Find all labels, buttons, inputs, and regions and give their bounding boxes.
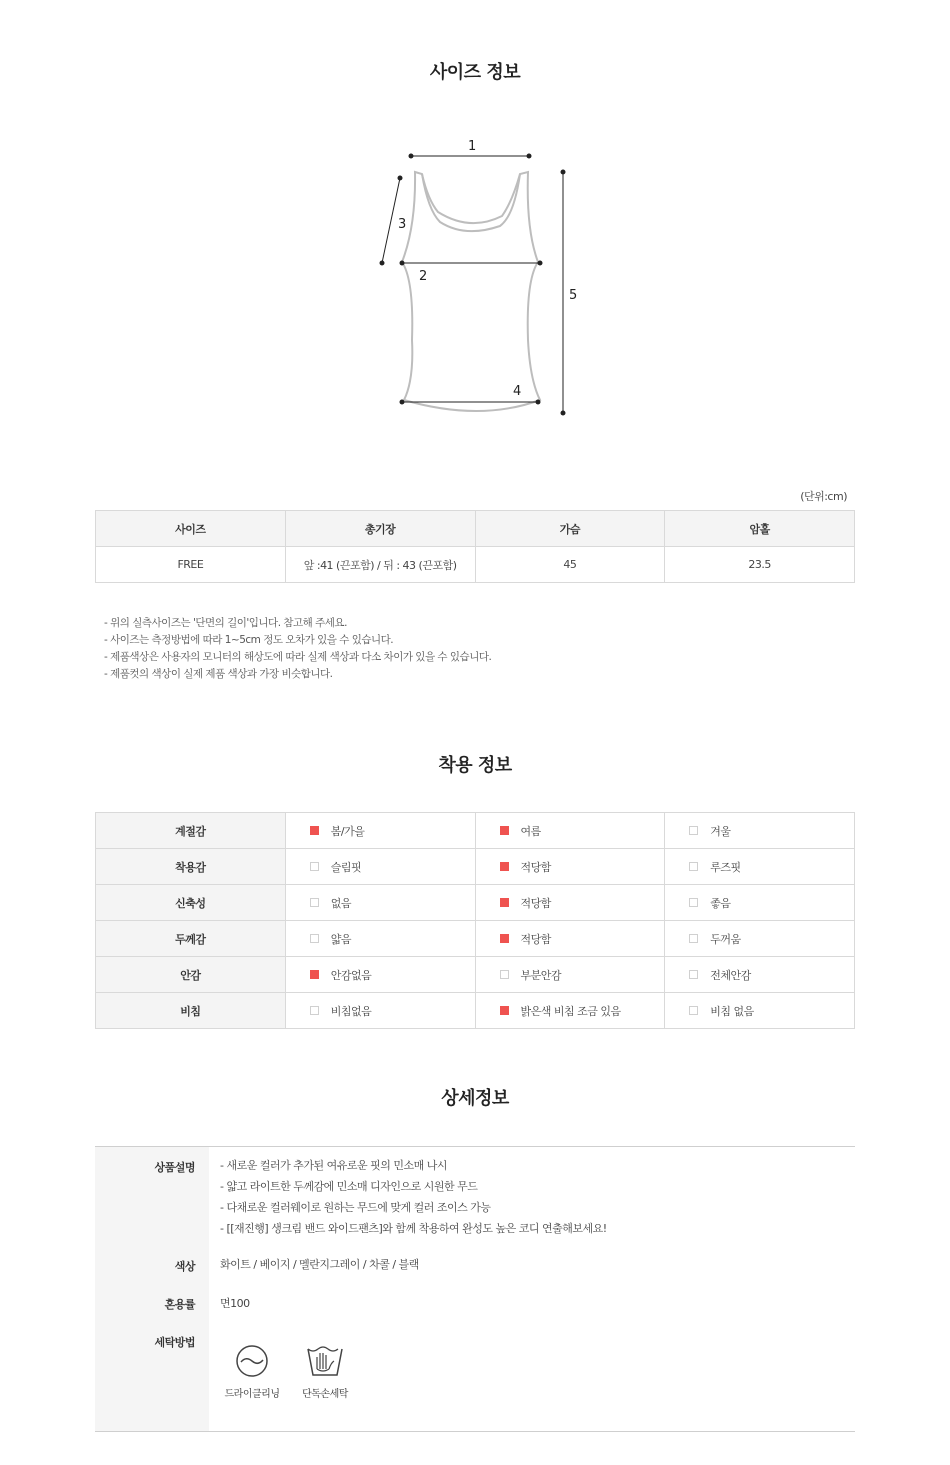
fit-row-label: 계절감: [96, 813, 286, 849]
diagram-label-2: 2: [419, 269, 428, 284]
unchecked-box-icon: [689, 934, 698, 943]
checked-box-icon: [500, 934, 509, 943]
fit-option-label: 여름: [520, 824, 541, 838]
wash-item-dry-clean: [217, 1343, 287, 1400]
fit-option: [285, 957, 475, 993]
unchecked-box-icon: [689, 970, 698, 979]
fit-row-label: 두께감: [96, 921, 286, 957]
size-header-armhole: 암홀: [665, 511, 855, 547]
unchecked-box-icon: [310, 1006, 319, 1015]
unit-note: (단위:cm): [800, 490, 847, 503]
dry-clean-icon: [234, 1343, 270, 1379]
unchecked-box-icon: [310, 898, 319, 907]
size-note: - 위의 실측사이즈는 '단면의 길이'입니다. 참고해 주세요.: [104, 617, 347, 629]
size-note: - 제품색상은 사용자의 모니터의 해상도에 따라 실제 색상과 다소 차이가 있을 수 있습니다.: [104, 651, 492, 663]
unchecked-box-icon: [689, 898, 698, 907]
detail-label-column: [95, 1147, 209, 1431]
fit-option-label: 겨울: [710, 824, 731, 838]
fit-row: [96, 885, 855, 921]
fit-row: [96, 849, 855, 885]
fit-row: [96, 813, 855, 849]
fit-row: [96, 993, 855, 1029]
unchecked-box-icon: [310, 862, 319, 871]
fit-info-title: 착용 정보: [438, 755, 512, 776]
fit-row-label: 안감: [96, 957, 286, 993]
description-line: - 얇고 라이트한 두께감에 민소매 디자인으로 시원한 무드: [220, 1180, 478, 1193]
description-line: - 새로운 컬러가 추가된 여유로운 핏의 민소매 나시: [220, 1159, 447, 1172]
size-header-length: 총기장: [285, 511, 475, 547]
fit-option: [475, 921, 665, 957]
fit-option: [285, 921, 475, 957]
fit-option-label: 두꺼움: [710, 932, 741, 946]
color-label: 색상: [174, 1260, 195, 1273]
size-cell-size: FREE: [96, 547, 286, 583]
wash-item-label: 단독손세탁: [302, 1389, 348, 1400]
size-note: - 사이즈는 측정방법에 따라 1~5cm 정도 오차가 있을 수 있습니다.: [104, 634, 394, 646]
fit-row: [96, 957, 855, 993]
checked-box-icon: [500, 1006, 509, 1015]
material-value: 면100: [220, 1297, 250, 1310]
fit-row: [96, 921, 855, 957]
fit-option-label: 슬림핏: [330, 860, 362, 874]
description-line: - [[재진행] 생크림 밴드 와이드팬츠]와 함께 착용하여 완성도 높은 코디 연출해보세요!: [220, 1222, 607, 1235]
fit-option-label: 적당함: [520, 932, 551, 946]
checked-box-icon: [500, 898, 509, 907]
fit-option-label: 얇음: [330, 932, 352, 946]
description-line: - 다채로운 컬러웨이로 원하는 무드에 맞게 컬러 조이스 가능: [220, 1201, 491, 1214]
unchecked-box-icon: [689, 862, 698, 871]
fit-option-label: 전체안감: [710, 968, 751, 982]
wash-label: 세탁방법: [154, 1336, 195, 1349]
fit-option-label: 비침 없음: [710, 1004, 754, 1018]
size-header-chest: 가슴: [475, 511, 665, 547]
unchecked-box-icon: [310, 934, 319, 943]
fit-option: [285, 813, 475, 849]
detail-table: [95, 1146, 855, 1432]
wash-item-label: 드라이클리닝: [224, 1389, 280, 1400]
fit-option-label: 밝은색 비침 조금 있음: [520, 1004, 621, 1018]
fit-option-label: 부분안감: [520, 968, 562, 982]
fit-option-label: 없음: [330, 896, 352, 910]
fit-option: [475, 957, 665, 993]
size-note: - 제품컷의 색상이 실제 제품 색상과 가장 비슷합니다.: [104, 668, 333, 680]
checked-box-icon: [310, 826, 319, 835]
checked-box-icon: [310, 970, 319, 979]
size-cell-chest: 45: [475, 547, 665, 583]
fit-option-label: 봄/가을: [330, 824, 365, 838]
size-table: [95, 510, 855, 583]
fit-option: [665, 957, 855, 993]
wash-item-hand-wash: [290, 1343, 360, 1400]
diagram-label-5: 5: [569, 288, 578, 303]
diagram-label-4: 4: [513, 384, 522, 399]
fit-option-label: 좋음: [710, 896, 731, 910]
fit-row-label: 비침: [96, 993, 286, 1029]
fit-option-label: 안감없음: [330, 968, 372, 982]
fit-option: [665, 885, 855, 921]
fit-option: [285, 993, 475, 1029]
unchecked-box-icon: [689, 826, 698, 835]
size-header-size: 사이즈: [96, 511, 286, 547]
fit-option: [665, 993, 855, 1029]
description-text: [220, 1155, 607, 1239]
fit-row-label: 신축성: [96, 885, 286, 921]
fit-table: [95, 812, 855, 1029]
unchecked-box-icon: [689, 1006, 698, 1015]
size-notes: [104, 615, 491, 683]
fit-option: [475, 993, 665, 1029]
unchecked-box-icon: [500, 970, 509, 979]
diagram-label-3: 3: [398, 217, 407, 232]
fit-option: [665, 921, 855, 957]
fit-option: [285, 849, 475, 885]
fit-option: [665, 849, 855, 885]
diagram-label-1: 1: [468, 139, 477, 154]
color-value: 화이트 / 베이지 / 멜란지그레이 / 차콜 / 블랙: [220, 1258, 419, 1271]
fit-row-label: 착용감: [96, 849, 286, 885]
garment-measurement-diagram: [370, 130, 590, 430]
fit-option: [285, 885, 475, 921]
checked-box-icon: [500, 862, 509, 871]
description-label: 상품설명: [154, 1161, 195, 1174]
fit-option: [665, 813, 855, 849]
size-cell-armhole: 23.5: [665, 547, 855, 583]
size-info-title: 사이즈 정보: [429, 62, 521, 83]
fit-option: [475, 849, 665, 885]
fit-option-label: 적당함: [520, 896, 551, 910]
material-label: 혼용률: [164, 1298, 195, 1311]
table-row: [96, 547, 855, 583]
checked-box-icon: [500, 826, 509, 835]
fit-option-label: 비침없음: [330, 1004, 372, 1018]
fit-option-label: 루즈핏: [710, 860, 741, 874]
fit-option: [475, 885, 665, 921]
fit-option-label: 적당함: [520, 860, 551, 874]
size-table-header-row: [96, 511, 855, 547]
fit-option: [475, 813, 665, 849]
size-cell-length: 앞 :41 (끈포함) / 뒤 : 43 (끈포함): [285, 547, 475, 583]
detail-info-title: 상세정보: [441, 1088, 509, 1109]
tank-top-outline: [402, 172, 540, 411]
hand-wash-icon: [305, 1343, 345, 1379]
